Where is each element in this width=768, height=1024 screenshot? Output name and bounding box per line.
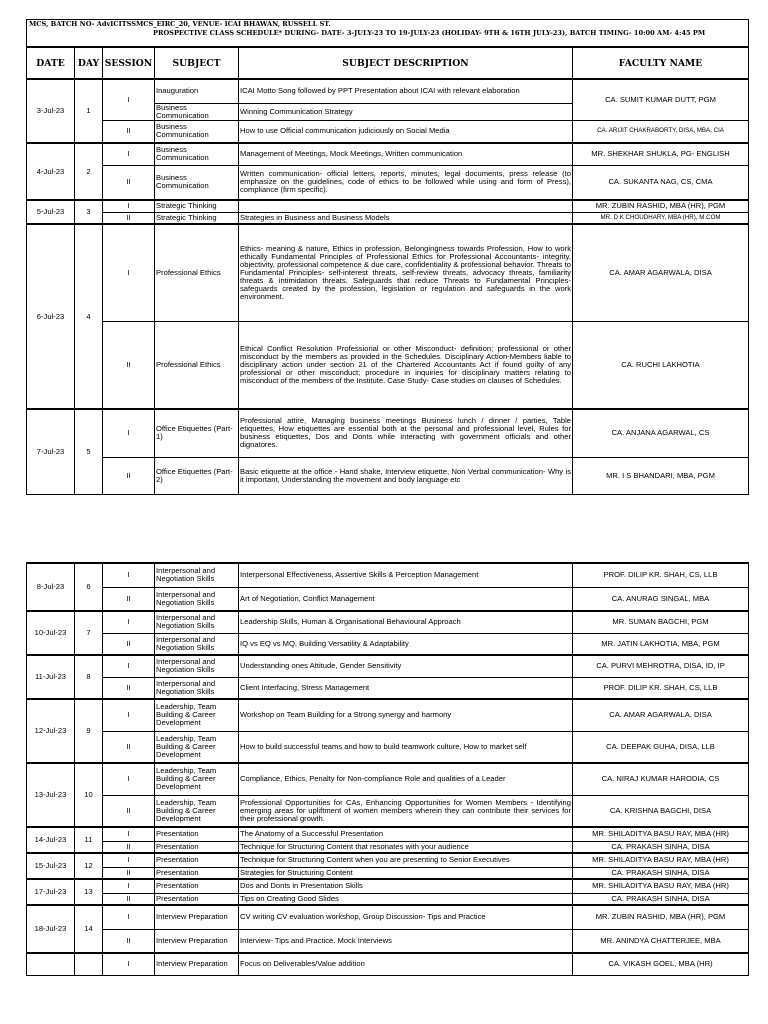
schedule-row: [27, 120, 749, 143]
schedule-page-2: [26, 562, 748, 976]
session-number: I: [103, 953, 155, 975]
session-subject: Leadership, Team Building & Career Development: [155, 795, 239, 827]
session-subject: Leadership, Team Building & Career Development: [155, 731, 239, 763]
schedule-row: [27, 633, 749, 655]
schedule-row: [27, 563, 749, 587]
faculty-name: PROF. DILIP KR. SHAH, CS, LLB: [573, 563, 749, 587]
session-day-number: 14: [75, 905, 103, 953]
session-day-number: 3: [75, 200, 103, 224]
session-description: Dos and Donts in Presentation Skills: [239, 879, 573, 893]
session-description: Understanding ones Attitude, Gender Sensitivity: [239, 655, 573, 677]
session-day-number: 12: [75, 853, 103, 879]
session-number: I: [103, 905, 155, 929]
header-date: DATE: [27, 47, 75, 79]
schedule-row: [27, 929, 749, 953]
session-number: I: [103, 853, 155, 867]
session-description: Professional Opportunities for CAs, Enhancing Opportunities for Women Members - Identifying emerging areas for upliftment of women members wherein they can contribute their services for their professional growth.: [239, 795, 573, 827]
session-description: Leadership Skills, Human & Organisational Behavioural Approach: [239, 611, 573, 633]
faculty-name: CA. ANURAG SINGAL, MBA: [573, 587, 749, 611]
faculty-name: CA. VIKASH GOEL, MBA (HR): [573, 953, 749, 975]
header-day: DAY: [75, 47, 103, 79]
schedule-row: [27, 212, 749, 224]
session-day-number: 11: [75, 827, 103, 853]
session-subject: Interview Preparation: [155, 905, 239, 929]
session-day-number: 2: [75, 143, 103, 200]
faculty-name: PROF. DILIP KR. SHAH, CS, LLB: [573, 677, 749, 699]
schedule-row: [27, 853, 749, 867]
session-number: I: [103, 143, 155, 165]
faculty-name: MR. D K CHOUDHARY, MBA (HR), M.COM: [573, 212, 749, 224]
column-header-row: [27, 47, 749, 79]
faculty-name: CA. PURVI MEHROTRA, DISA, ID, IP: [573, 655, 749, 677]
session-description: Professional attire, Managing business meetings Business lunch / dinner / parties, Table etiquettes, How etiquettes are essential both at the personal and professional level, Rules for business etiquettes, Dos and Donts while interacting with government officials and other dignatores.: [239, 409, 573, 457]
session-description: Interpersonal Effectiveness, Assertive Skills & Perception Management: [239, 563, 573, 587]
session-date: 18-Jul-23: [27, 905, 75, 953]
session-number: II: [103, 841, 155, 853]
schedule-row: [27, 165, 749, 200]
banner-line-1: MCS, BATCH NO- AdvICITSSMCS_EIRC_20, VENUE- ICAI BHAWAN, RUSSELL ST.: [29, 20, 331, 28]
faculty-name: MR. SHILADITYA BASU RAY, MBA (HR): [573, 853, 749, 867]
session-description: How to use Official communication judiciously on Social Media: [239, 120, 573, 143]
header-session: SESSION: [103, 47, 155, 79]
schedule-row: [27, 321, 749, 409]
session-number: II: [103, 867, 155, 879]
faculty-name: CA. ARIJIT CHAKRABORTY, DISA, MBA, CIA: [573, 120, 749, 143]
schedule-row: [27, 731, 749, 763]
faculty-name: CA. PRAKASH SINHA, DISA: [573, 841, 749, 853]
faculty-name: MR. JATIN LAKHOTIA, MBA, PGM: [573, 633, 749, 655]
faculty-name: CA. DEEPAK GUHA, DISA, LLB: [573, 731, 749, 763]
faculty-name: CA. AMAR AGARWALA, DISA: [573, 699, 749, 731]
session-day-number: 7: [75, 611, 103, 655]
schedule-row: [27, 655, 749, 677]
session-description: Technique for Structuring Content when you are presenting to Senior Executives: [239, 853, 573, 867]
session-description: Tips on Creating Good Slides: [239, 893, 573, 905]
faculty-name: CA. PRAKASH SINHA, DISA: [573, 867, 749, 879]
schedule-row: [27, 841, 749, 853]
session-description: Workshop on Team Building for a Strong synergy and harmony: [239, 699, 573, 731]
faculty-name: CA. KRISHNA BAGCHI, DISA: [573, 795, 749, 827]
session-date: 11-Jul-23: [27, 655, 75, 699]
session-day-number: 10: [75, 763, 103, 827]
schedule-table-1: [26, 19, 749, 495]
session-subject: Interpersonal and Negotiation Skills: [155, 587, 239, 611]
session-subject: Presentation: [155, 853, 239, 867]
session-number: I: [103, 611, 155, 633]
session-description: Ethics- meaning & nature, Ethics in profession, Belongingness towards Profession, How to work ethically Fundamental Principles of Professional Ethics for Professional Accountants- integrity, objectivity, professional competence & due care, confidentiality & professional behavior. Threats to Fundamental Principles- self-interest threats, self-review threats, advocacy threats, familiarity threats & intimidation threats. Safeguards that reduce Threats to Fundamental Principles-safeguards created by the profession, legislation or regulation and safeguards in the work environment.: [239, 224, 573, 321]
session-description: Focus on Deliverables/Value addition: [239, 953, 573, 975]
schedule-row: [27, 677, 749, 699]
session-subject: Interpersonal and Negotiation Skills: [155, 633, 239, 655]
session-description: Winning Communication Strategy: [239, 103, 573, 120]
schedule-row: [27, 867, 749, 879]
session-subject: Presentation: [155, 841, 239, 853]
session-subject: Presentation: [155, 879, 239, 893]
session-day-number: [75, 953, 103, 975]
session-number: II: [103, 893, 155, 905]
session-description: Compliance, Ethics, Penalty for Non-compliance Role and qualities of a Leader: [239, 763, 573, 795]
session-subject: Interview Preparation: [155, 929, 239, 953]
session-description: Strategies in Business and Business Models: [239, 212, 573, 224]
session-number: II: [103, 321, 155, 409]
schedule-row: [27, 953, 749, 975]
session-number: I: [103, 763, 155, 795]
session-number: I: [103, 224, 155, 321]
session-number: I: [103, 409, 155, 457]
session-date: 5-Jul-23: [27, 200, 75, 224]
faculty-name: CA. ANJANA AGARWAL, CS: [573, 409, 749, 457]
schedule-row: [27, 699, 749, 731]
session-number: II: [103, 457, 155, 494]
faculty-name: CA. NIRAJ KUMAR HARODIA, CS: [573, 763, 749, 795]
faculty-name: CA. AMAR AGARWALA, DISA: [573, 224, 749, 321]
banner-line-2: PROSPECTIVE CLASS SCHEDULE* DURING- DATE- 3-JULY-23 TO 19-JULY-23 (HOLIDAY- 9TH & 16TH JULY-23), BATCH TIMING- 10:00 AM- 4:45 PM: [153, 29, 706, 37]
session-subject: Professional Ethics: [155, 224, 239, 321]
session-description: ICAI Motto Song followed by PPT Presentation about ICAI with relevant elaboration: [239, 79, 573, 103]
schedule-row: [27, 143, 749, 165]
session-date: 14-Jul-23: [27, 827, 75, 853]
faculty-name: MR. SUMAN BAGCHI, PGM: [573, 611, 749, 633]
session-subject: Interpersonal and Negotiation Skills: [155, 611, 239, 633]
session-subject: Interpersonal and Negotiation Skills: [155, 655, 239, 677]
schedule-row: [27, 457, 749, 494]
session-description: Client Interfacing, Stress Management: [239, 677, 573, 699]
session-number: II: [103, 165, 155, 200]
session-description: Art of Negotiation, Conflict Management: [239, 587, 573, 611]
session-number: I: [103, 200, 155, 212]
session-date: 10-Jul-23: [27, 611, 75, 655]
faculty-name: MR. SHILADITYA BASU RAY, MBA (HR): [573, 879, 749, 893]
faculty-name: CA. PRAKASH SINHA, DISA: [573, 893, 749, 905]
schedule-row: [27, 611, 749, 633]
schedule-row: [27, 409, 749, 457]
schedule-row: [27, 893, 749, 905]
faculty-name: MR. I S BHANDARI, MBA, PGM: [573, 457, 749, 494]
schedule-banner: [27, 20, 749, 48]
session-subject: Interpersonal and Negotiation Skills: [155, 563, 239, 587]
session-number: I: [103, 655, 155, 677]
session-date: 6-Jul-23: [27, 224, 75, 409]
session-number: I: [103, 699, 155, 731]
session-description: Written communication- official letters, reports, minutes, legal documents, press release (to emphasize on the guidelines, code of ethics to be followed while using and form of Press), compliance (firm specific).: [239, 165, 573, 200]
session-number: I: [103, 879, 155, 893]
session-subject: Strategic Thinking: [155, 212, 239, 224]
session-date: 7-Jul-23: [27, 409, 75, 494]
session-number: I: [103, 79, 155, 120]
session-description: Technique for Structuring Content that resonates with your audience: [239, 841, 573, 853]
session-date: [27, 953, 75, 975]
session-date: 4-Jul-23: [27, 143, 75, 200]
session-description: Strategies for Structuring Content: [239, 867, 573, 879]
session-description: Basic etiquette at the office - Hand shake, Interview etiquette, Non Verbal communication- Why is it important, Understanding the movement and body language etc: [239, 457, 573, 494]
session-day-number: 13: [75, 879, 103, 905]
session-day-number: 8: [75, 655, 103, 699]
session-subject: Office Etiquettes (Part- 2): [155, 457, 239, 494]
session-subject: Leadership, Team Building & Career Development: [155, 763, 239, 795]
session-number: I: [103, 827, 155, 841]
header-subject: SUBJECT: [155, 47, 239, 79]
session-description: Interview- Tips and Practice. Mock Interviews: [239, 929, 573, 953]
schedule-row: [27, 200, 749, 212]
session-number: II: [103, 212, 155, 224]
session-date: 17-Jul-23: [27, 879, 75, 905]
session-day-number: 4: [75, 224, 103, 409]
faculty-name: CA. RUCHI LAKHOTIA: [573, 321, 749, 409]
schedule-table-2: [26, 562, 749, 976]
session-subject: Presentation: [155, 827, 239, 841]
header-faculty: FACULTY NAME: [573, 47, 749, 79]
session-description: Ethical Conflict Resolution Professional or other Misconduct- definition; professional or other misconduct by the members as provided in the Schedules. Disciplinary Action-Members liable to disciplinary action under section 21 of the Chartered Accountants Act if found guilty of any professional or other misconduct; procedure in inquiries for disciplinary matters relating to misconduct of the members of the Institute. Case Study- Case studies on clauses of Schedules.: [239, 321, 573, 409]
schedule-row: [27, 827, 749, 841]
session-date: 12-Jul-23: [27, 699, 75, 763]
faculty-name: CA. SUKANTA NAG, CS, CMA: [573, 165, 749, 200]
session-number: I: [103, 563, 155, 587]
session-subject: Business Communication: [155, 165, 239, 200]
session-description: CV writing CV evaluation workshop, Group Discussion- Tips and Practice: [239, 905, 573, 929]
session-subject: Presentation: [155, 867, 239, 879]
schedule-row: [27, 587, 749, 611]
session-subject: Professional Ethics: [155, 321, 239, 409]
faculty-name: MR. SHILADITYA BASU RAY, MBA (HR): [573, 827, 749, 841]
schedule-row: [27, 879, 749, 893]
session-date: 13-Jul-23: [27, 763, 75, 827]
session-subject: Presentation: [155, 893, 239, 905]
session-description: Management of Meetings, Mock Meetings, Written communication: [239, 143, 573, 165]
faculty-name: CA. SUMIT KUMAR DUTT, PGM: [573, 79, 749, 120]
session-subject: Business Communication: [155, 143, 239, 165]
faculty-name: MR. ZUBIN RASHID, MBA (HR), PGM: [573, 200, 749, 212]
schedule-row: [27, 795, 749, 827]
schedule-page-1: [26, 19, 748, 495]
schedule-row: [27, 79, 749, 103]
session-number: II: [103, 120, 155, 143]
session-number: II: [103, 929, 155, 953]
session-number: II: [103, 633, 155, 655]
session-number: II: [103, 731, 155, 763]
header-description: SUBJECT DESCRIPTION: [239, 47, 573, 79]
session-description: [239, 200, 573, 212]
session-subject: Leadership, Team Building & Career Development: [155, 699, 239, 731]
session-subject: Business Communication: [155, 103, 239, 120]
session-subject: Interpersonal and Negotiation Skills: [155, 677, 239, 699]
schedule-row: [27, 763, 749, 795]
session-date: 15-Jul-23: [27, 853, 75, 879]
session-number: II: [103, 677, 155, 699]
session-number: II: [103, 795, 155, 827]
faculty-name: MR. ZUBIN RASHID, MBA (HR), PGM: [573, 905, 749, 929]
session-day-number: 1: [75, 79, 103, 143]
schedule-row: [27, 224, 749, 321]
session-subject: Strategic Thinking: [155, 200, 239, 212]
session-number: II: [103, 587, 155, 611]
session-date: 8-Jul-23: [27, 563, 75, 611]
session-day-number: 6: [75, 563, 103, 611]
session-subject: Business Communication: [155, 120, 239, 143]
session-subject: Inauguration: [155, 79, 239, 103]
schedule-row: [27, 905, 749, 929]
faculty-name: MR. ANINDYA CHATTERJEE, MBA: [573, 929, 749, 953]
session-subject: Interview Preparation: [155, 953, 239, 975]
faculty-name: MR. SHEKHAR SHUKLA, PG- ENGLISH: [573, 143, 749, 165]
session-date: 3-Jul-23: [27, 79, 75, 143]
session-subject: Office Etiquettes (Part- 1): [155, 409, 239, 457]
session-description: The Anatomy of a Successful Presentation: [239, 827, 573, 841]
session-description: IQ vs EQ vs MQ, Building Versatility & Adaptability: [239, 633, 573, 655]
session-day-number: 9: [75, 699, 103, 763]
session-day-number: 5: [75, 409, 103, 494]
session-description: How to build successful teams and how to build teamwork culture, How to market self: [239, 731, 573, 763]
